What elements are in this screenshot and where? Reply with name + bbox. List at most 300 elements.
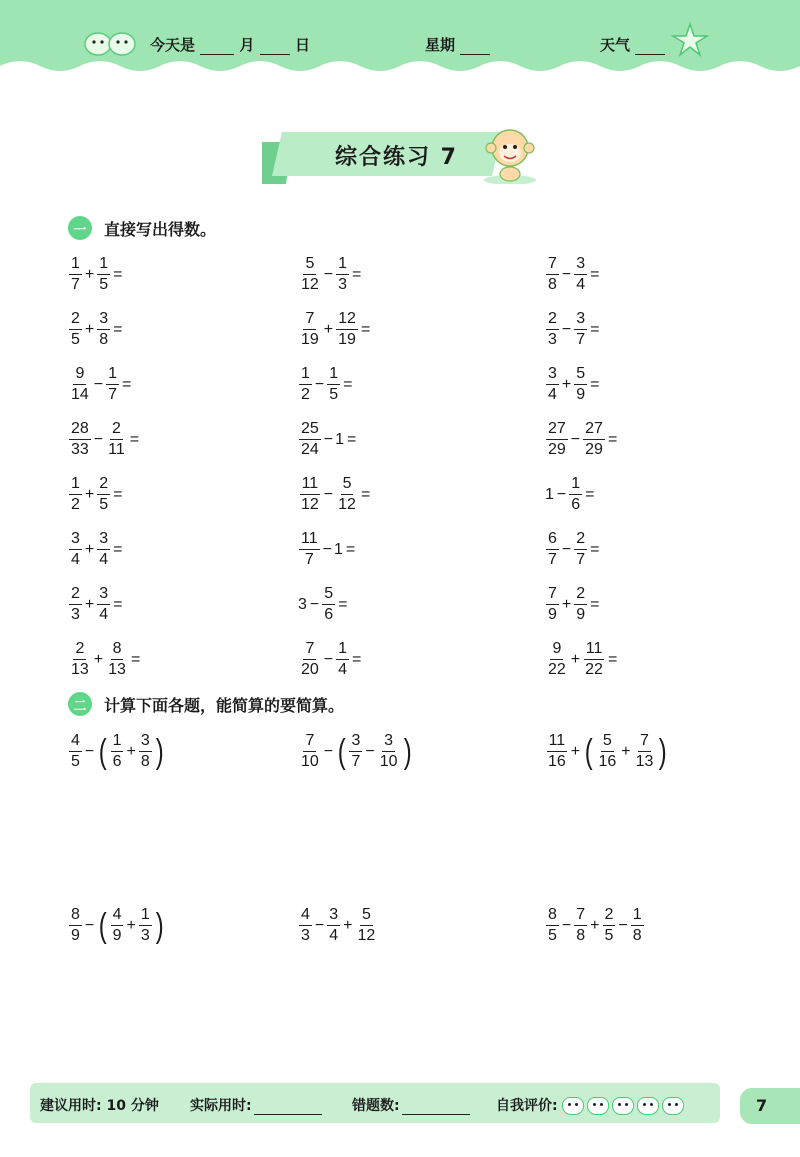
- fraction: [69, 255, 82, 294]
- fraction: [299, 420, 321, 459]
- fraction: [378, 732, 400, 771]
- denominator: 8: [576, 927, 586, 944]
- fraction: [356, 906, 378, 945]
- denominator: 11: [108, 441, 125, 458]
- denominator: 9: [576, 606, 586, 623]
- actual-time-blank[interactable]: [254, 1101, 322, 1115]
- numerator: 1: [139, 906, 152, 926]
- denominator: 5: [99, 496, 109, 513]
- simplify-calc-problem: [545, 732, 670, 771]
- direct-calc-problem: [298, 530, 357, 569]
- fraction: [106, 365, 119, 404]
- numerator: 8: [111, 640, 124, 660]
- fraction: [69, 530, 82, 569]
- actual-time: [190, 1095, 322, 1115]
- plus-sign: +: [126, 916, 136, 934]
- fraction: [69, 585, 82, 624]
- denominator: 5: [71, 331, 80, 348]
- minus-sign: −: [322, 540, 332, 558]
- numerator: 2: [110, 420, 123, 440]
- fraction: [322, 585, 335, 624]
- numerator: 2: [546, 310, 559, 330]
- weather-line: [600, 34, 665, 55]
- numerator: 5: [322, 585, 335, 605]
- denominator: 5: [71, 753, 80, 770]
- fraction: [299, 475, 321, 514]
- equals-sign: =: [113, 265, 123, 283]
- simplify-calc-problem: [298, 732, 414, 771]
- fraction: [299, 255, 321, 294]
- fraction: [603, 906, 616, 945]
- denominator: 8: [632, 927, 642, 944]
- fraction: [546, 530, 559, 569]
- numerator: 1: [69, 475, 82, 495]
- fraction: [299, 640, 321, 679]
- simplify-calc-problem: [68, 732, 166, 771]
- weekday-label: 星期: [425, 36, 456, 54]
- numerator: 1: [69, 255, 82, 275]
- equals-sign: =: [352, 650, 362, 668]
- parenthesis: ): [155, 906, 164, 945]
- denominator: 29: [548, 441, 566, 458]
- numerator: 8: [69, 906, 82, 926]
- parenthesis: ): [403, 732, 412, 771]
- numerator: 2: [97, 475, 110, 495]
- equals-sign: =: [360, 320, 371, 338]
- numerator: 28: [69, 420, 91, 440]
- direct-calc-problem: [298, 420, 358, 459]
- error-count-blank[interactable]: [402, 1101, 470, 1115]
- equals-sign: =: [585, 485, 595, 503]
- fraction: [69, 732, 82, 771]
- whole-number: 1: [545, 485, 554, 503]
- numerator: 11: [547, 732, 568, 752]
- equals-sign: =: [590, 375, 600, 393]
- denominator: 3: [71, 606, 80, 623]
- minus-sign: −: [84, 742, 95, 760]
- fraction: [327, 365, 340, 404]
- direct-calc-problem: [298, 475, 372, 514]
- direct-calc-problem: [545, 640, 619, 679]
- equals-sign: =: [338, 595, 348, 613]
- fraction: [546, 365, 559, 404]
- numerator: 8: [546, 906, 559, 926]
- fraction: [97, 530, 110, 569]
- parenthesis: (: [98, 906, 107, 945]
- fraction: [634, 732, 656, 771]
- plus-sign: +: [570, 650, 581, 668]
- minus-sign: −: [323, 650, 334, 668]
- section-1-text: 直接写出得数。: [104, 219, 217, 239]
- denominator: 19: [338, 331, 356, 348]
- equals-sign: =: [345, 540, 356, 558]
- numerator: 1: [569, 475, 582, 495]
- denominator: 4: [99, 551, 109, 568]
- numerator: 2: [574, 530, 587, 550]
- fraction: [574, 906, 587, 945]
- fraction: [106, 420, 127, 459]
- denominator: 5: [329, 386, 339, 403]
- page-number: 7: [756, 1096, 768, 1115]
- fraction: [336, 640, 349, 679]
- simplify-calc-problem: [298, 906, 378, 945]
- denominator: 33: [71, 441, 89, 458]
- plus-sign: +: [84, 540, 95, 558]
- numerator: 3: [97, 530, 110, 550]
- fraction: [546, 732, 568, 771]
- fraction: [111, 906, 124, 945]
- denominator: 12: [338, 496, 356, 513]
- fraction: [299, 365, 312, 404]
- face-icon[interactable]: [562, 1097, 584, 1115]
- denominator: 8: [140, 753, 150, 770]
- plus-sign: +: [126, 742, 136, 760]
- equals-sign: =: [590, 320, 600, 338]
- whole-number: 1: [333, 540, 343, 558]
- numerator: 3: [574, 255, 587, 275]
- denominator: 9: [548, 606, 557, 623]
- direct-calc-problem: [68, 310, 125, 349]
- self-evaluation: [496, 1095, 687, 1115]
- fraction: [327, 906, 340, 945]
- denominator: 13: [635, 753, 654, 770]
- direct-calc-problem: [298, 310, 372, 349]
- denominator: 5: [548, 927, 557, 944]
- numerator: 7: [546, 255, 559, 275]
- denominator: 13: [108, 661, 126, 678]
- numerator: 4: [111, 906, 124, 926]
- fraction: [596, 732, 618, 771]
- month-label: 月: [239, 36, 255, 54]
- numerator: 5: [574, 365, 587, 385]
- numerator: 7: [303, 640, 316, 660]
- numerator: 2: [69, 585, 82, 605]
- fraction: [574, 585, 587, 624]
- weekday-line: [425, 34, 490, 55]
- denominator: 5: [604, 927, 614, 944]
- plus-sign: +: [561, 595, 572, 613]
- denominator: 10: [379, 753, 398, 770]
- minus-sign: −: [561, 916, 572, 934]
- parenthesis: (: [584, 732, 593, 771]
- numerator: 12: [336, 310, 358, 330]
- numerator: 5: [303, 255, 316, 275]
- numerator: 9: [73, 365, 86, 385]
- parenthesis: (: [337, 732, 346, 771]
- denominator: 12: [301, 276, 319, 293]
- numerator: 3: [97, 310, 110, 330]
- denominator: 6: [112, 753, 122, 770]
- fraction: [583, 640, 605, 679]
- numerator: 5: [341, 475, 354, 495]
- numerator: 5: [601, 732, 614, 752]
- equals-sign: =: [113, 540, 123, 558]
- denominator: 3: [140, 927, 150, 944]
- plus-sign: +: [84, 595, 95, 613]
- denominator: 12: [357, 927, 376, 944]
- denominator: 7: [548, 551, 557, 568]
- fraction: [574, 365, 587, 404]
- numerator: 2: [574, 585, 587, 605]
- equals-sign: =: [360, 485, 371, 503]
- face-icon[interactable]: [637, 1097, 659, 1115]
- self-eval-label: 自我评价:: [496, 1098, 558, 1114]
- numerator: 7: [546, 585, 559, 605]
- numerator: 7: [303, 310, 316, 330]
- fraction: [97, 475, 110, 514]
- numerator: 2: [603, 906, 616, 926]
- numerator: 1: [336, 255, 349, 275]
- fraction: [546, 255, 559, 294]
- numerator: 5: [360, 906, 373, 926]
- plus-sign: +: [561, 375, 572, 393]
- fraction: [299, 732, 321, 771]
- fraction: [631, 906, 644, 945]
- denominator: 4: [71, 551, 80, 568]
- fraction: [336, 475, 358, 514]
- denominator: 9: [576, 386, 586, 403]
- parenthesis: (: [98, 732, 107, 771]
- parenthesis: ): [659, 732, 668, 771]
- face-icon[interactable]: [662, 1097, 684, 1115]
- numerator: 27: [583, 420, 605, 440]
- denominator: 8: [548, 276, 557, 293]
- numerator: 3: [382, 732, 395, 752]
- denominator: 4: [338, 661, 348, 678]
- numerator: 3: [349, 732, 362, 752]
- numerator: 2: [69, 310, 82, 330]
- minus-sign: −: [323, 742, 334, 760]
- denominator: 4: [99, 606, 109, 623]
- whole-number: 1: [335, 430, 345, 448]
- day-blank[interactable]: [260, 40, 290, 55]
- minus-sign: −: [556, 485, 567, 503]
- fraction: [574, 310, 587, 349]
- direct-calc-problem: [68, 255, 125, 294]
- minus-sign: −: [309, 595, 320, 613]
- direct-calc-problem: [68, 420, 141, 459]
- fraction: [583, 420, 605, 459]
- header-band: [0, 0, 800, 78]
- fraction: [299, 906, 312, 945]
- numerator: 3: [139, 732, 152, 752]
- numerator: 9: [550, 640, 563, 660]
- denominator: 13: [71, 661, 89, 678]
- fraction: [69, 310, 82, 349]
- fraction: [106, 640, 128, 679]
- numerator: 11: [299, 530, 320, 550]
- denominator: 5: [99, 276, 109, 293]
- numerator: 3: [69, 530, 82, 550]
- numerator: 3: [546, 365, 559, 385]
- actual-time-label: 实际用时:: [190, 1098, 252, 1114]
- fraction: [574, 530, 587, 569]
- numerator: 3: [97, 585, 110, 605]
- denominator: 10: [301, 753, 319, 770]
- denominator: 24: [301, 441, 319, 458]
- denominator: 12: [301, 496, 319, 513]
- plus-sign: +: [343, 916, 353, 934]
- suggested-time: 建议用时: 10 分钟: [40, 1098, 159, 1114]
- denominator: 9: [71, 927, 80, 944]
- fraction: [546, 310, 559, 349]
- minus-sign: −: [561, 320, 572, 338]
- direct-calc-problem: [298, 365, 355, 404]
- minus-sign: −: [93, 375, 104, 393]
- fraction: [97, 255, 110, 294]
- section-2-text: 计算下面各题，能简算的要简算。: [104, 695, 345, 715]
- fraction: [349, 732, 362, 771]
- fraction: [569, 475, 582, 514]
- plus-sign: +: [621, 742, 631, 760]
- weather-label: 天气: [600, 36, 631, 54]
- minus-sign: −: [570, 430, 581, 448]
- fraction: [111, 732, 124, 771]
- direct-calc-problem: [68, 475, 125, 514]
- equals-sign: =: [130, 650, 141, 668]
- today-label: 今天是: [150, 36, 196, 54]
- page-title: 综合练习 7: [335, 145, 458, 170]
- denominator: 6: [324, 606, 334, 623]
- fraction: [69, 420, 91, 459]
- denominator: 22: [585, 661, 603, 678]
- direct-calc-problem: [545, 420, 619, 459]
- direct-calc-problem: [545, 310, 602, 349]
- direct-calc-problem: [545, 530, 602, 569]
- equals-sign: =: [590, 595, 600, 613]
- denominator: 19: [301, 331, 319, 348]
- numerator: 1: [97, 255, 110, 275]
- numerator: 1: [299, 365, 312, 385]
- numerator: 7: [574, 906, 587, 926]
- denominator: 29: [585, 441, 603, 458]
- fraction: [336, 255, 349, 294]
- equals-sign: =: [122, 375, 132, 393]
- equals-sign: =: [607, 430, 618, 448]
- fraction: [139, 732, 152, 771]
- section-2-number: 二: [68, 692, 92, 716]
- denominator: 2: [301, 386, 310, 403]
- numerator: 11: [584, 640, 605, 660]
- minus-sign: −: [561, 540, 572, 558]
- direct-calc-problem: [298, 585, 350, 624]
- equals-sign: =: [347, 430, 357, 448]
- simplify-calc-problem: [68, 906, 166, 945]
- fraction: [546, 906, 559, 945]
- fraction: [97, 310, 110, 349]
- numerator: 1: [327, 365, 340, 385]
- numerator: 3: [574, 310, 587, 330]
- numerator: 7: [303, 732, 316, 752]
- face-icon[interactable]: [612, 1097, 634, 1115]
- plus-sign: +: [590, 916, 600, 934]
- direct-calc-problem: [298, 640, 363, 679]
- denominator: 4: [548, 386, 557, 403]
- minus-sign: −: [365, 742, 375, 760]
- direct-calc-problem: [545, 475, 597, 514]
- fraction: [69, 640, 91, 679]
- error-count: [352, 1095, 470, 1115]
- plus-sign: +: [570, 742, 581, 760]
- minus-sign: −: [323, 265, 334, 283]
- denominator: 7: [71, 276, 80, 293]
- equals-sign: =: [607, 650, 618, 668]
- denominator: 6: [571, 496, 581, 513]
- parenthesis: ): [155, 732, 164, 771]
- fraction: [574, 255, 587, 294]
- face-icon[interactable]: [587, 1097, 609, 1115]
- equals-sign: =: [113, 320, 123, 338]
- numerator: 4: [299, 906, 312, 926]
- fraction: [69, 365, 91, 404]
- fraction: [69, 475, 82, 514]
- denominator: 3: [548, 331, 557, 348]
- plus-sign: +: [84, 320, 95, 338]
- direct-calc-problem: [68, 585, 125, 624]
- section-2-heading: [68, 692, 344, 716]
- minus-sign: −: [561, 265, 572, 283]
- equals-sign: =: [129, 430, 140, 448]
- fraction: [546, 640, 568, 679]
- equals-sign: =: [590, 265, 600, 283]
- denominator: 7: [108, 386, 118, 403]
- error-count-label: 错题数:: [352, 1098, 400, 1114]
- minus-sign: −: [618, 916, 628, 934]
- numerator: 7: [638, 732, 651, 752]
- weekday-blank[interactable]: [460, 40, 490, 55]
- denominator: 4: [329, 927, 339, 944]
- fraction: [69, 906, 82, 945]
- equals-sign: =: [113, 595, 123, 613]
- numerator: 1: [111, 732, 124, 752]
- minus-sign: −: [93, 430, 104, 448]
- fraction: [299, 530, 320, 569]
- denominator: 2: [71, 496, 80, 513]
- fraction: [336, 310, 358, 349]
- section-1-heading: [68, 216, 216, 240]
- denominator: 9: [112, 927, 122, 944]
- denominator: 7: [304, 551, 314, 568]
- fraction: [546, 420, 568, 459]
- simplify-calc-problem: [545, 906, 645, 945]
- month-blank[interactable]: [200, 40, 234, 55]
- plus-sign: +: [93, 650, 104, 668]
- denominator: 7: [576, 331, 586, 348]
- day-label: 日: [294, 36, 310, 54]
- equals-sign: =: [590, 540, 600, 558]
- denominator: 7: [351, 753, 361, 770]
- denominator: 20: [301, 661, 319, 678]
- direct-calc-problem: [68, 365, 133, 404]
- denominator: 8: [99, 331, 109, 348]
- denominator: 14: [71, 386, 89, 403]
- fraction: [546, 585, 559, 624]
- numerator: 25: [299, 420, 321, 440]
- minus-sign: −: [84, 916, 95, 934]
- numerator: 11: [300, 475, 321, 495]
- fraction: [139, 906, 152, 945]
- numerator: 27: [546, 420, 568, 440]
- section-1-number: 一: [68, 216, 92, 240]
- weather-blank[interactable]: [635, 40, 665, 55]
- numerator: 4: [69, 732, 82, 752]
- plus-sign: +: [84, 485, 95, 503]
- numerator: 6: [546, 530, 559, 550]
- numerator: 1: [631, 906, 644, 926]
- fraction: [97, 585, 110, 624]
- fraction: [299, 310, 321, 349]
- denominator: 22: [548, 661, 566, 678]
